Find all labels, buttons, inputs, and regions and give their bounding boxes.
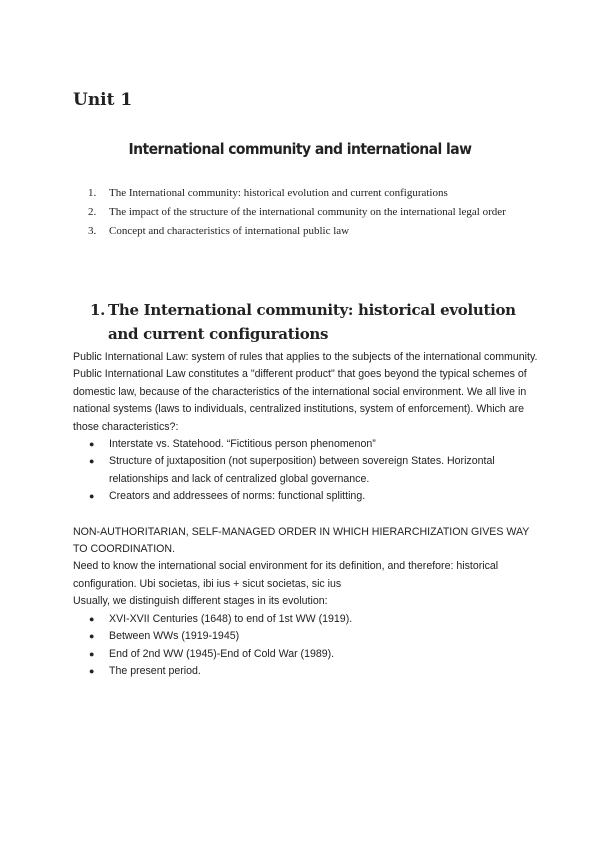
- bullet-icon: ●: [89, 613, 95, 624]
- paragraph: Usually, we distinguish different stages in its evolution:: [73, 595, 328, 608]
- toc-number: 2.: [88, 206, 97, 218]
- table-of-contents: [88, 184, 538, 241]
- list-item: ● Interstate vs. Statehood. “Fictitious person phenomenon”: [73, 436, 543, 453]
- toc-item: [88, 203, 538, 222]
- paragraph: Public International Law: system of rules that applies to the subjects of the international community.: [73, 351, 538, 363]
- toc-number: 3.: [88, 225, 97, 237]
- toc-text: The International community: historical evolution and current configurations: [109, 187, 448, 199]
- paragraph: Public International Law constitutes a "different product" that goes beyond the typical schemes of domestic law, because of the characteristics of the international social environment. We all live in national systems (laws to individuals, centralized institutions, system of enforcement). Which are those characteristics?:: [73, 368, 527, 433]
- document-title: International community and international law: [128, 140, 472, 158]
- toc-text: The impact of the structure of the international community on the international legal order: [109, 206, 506, 218]
- spacer: [73, 506, 543, 524]
- bullet-icon: ●: [89, 631, 95, 642]
- bullet-icon: ●: [89, 439, 95, 450]
- stages-list: [73, 611, 543, 681]
- list-item: ● End of 2nd WW (1945)-End of Cold War (1989).: [73, 646, 543, 663]
- paragraph: NON-AUTHORITARIAN, SELF-MANAGED ORDER IN WHICH HIERARCHIZATION GIVES WAY TO COORDINATION.: [73, 525, 530, 556]
- toc-number: 1.: [88, 187, 97, 199]
- list-item: ● The present period.: [73, 663, 543, 680]
- list-item: ● Creators and addressees of norms: functional splitting.: [73, 488, 543, 505]
- toc-text: Concept and characteristics of international public law: [109, 225, 350, 237]
- list-item: ● Between WWs (1919-1945): [73, 628, 543, 645]
- bullet-icon: ●: [89, 648, 95, 659]
- bullet-icon: ●: [89, 665, 95, 676]
- section-number: 1.: [90, 301, 106, 319]
- body-text: [73, 349, 543, 680]
- list-item: ● Structure of juxtaposition (not superposition) between sovereign States. Horizontal relationships and lack of centralized global governance.: [89, 455, 495, 485]
- toc-item: [88, 184, 538, 203]
- bullet-icon: ●: [89, 456, 95, 467]
- toc-item: [88, 222, 538, 241]
- paragraph: Need to know the international social environment for its definition, and therefore: historical configuration. Ubi societas, ibi ius + sicut societas, sic ius: [73, 560, 499, 590]
- bullet-icon: ●: [89, 491, 95, 502]
- unit-title: Unit 1: [73, 90, 133, 110]
- section-heading: [90, 298, 550, 346]
- characteristics-list: [73, 436, 543, 506]
- section-heading-text: The International community: historical evolution and current configurations: [108, 301, 516, 343]
- list-item: ● XVI-XVII Centuries (1648) to end of 1st WW (1919).: [73, 611, 543, 628]
